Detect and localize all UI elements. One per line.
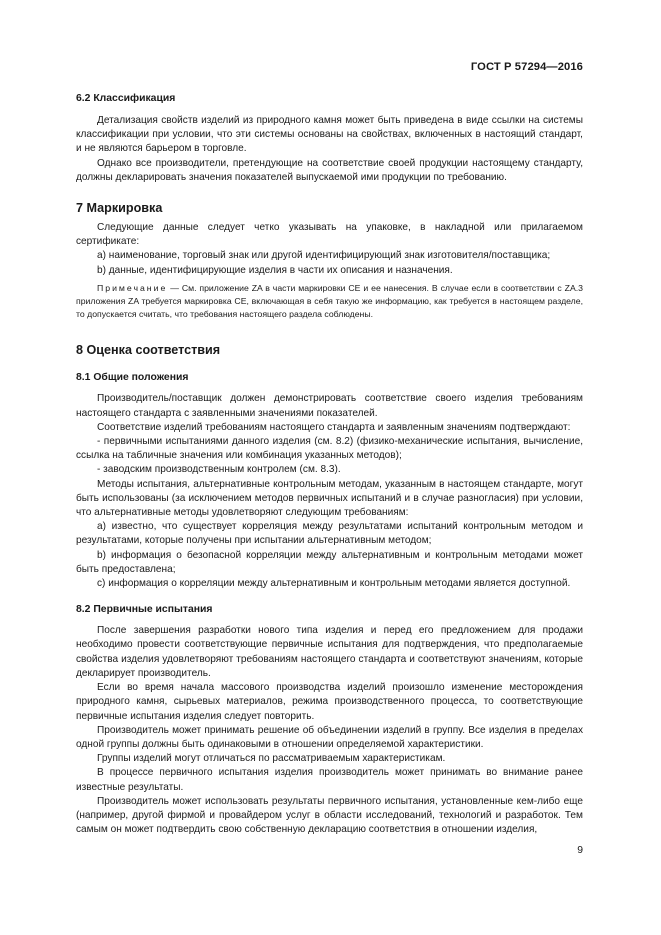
- section-8-1-dash-item: - заводским производственным контролем (см. 8.3).: [97, 464, 341, 476]
- section-8-2-paragraph: Группы изделий могут отличаться по рассматриваемым характеристикам.: [97, 753, 446, 765]
- section-8-2-paragraph: Производитель может принимать решение об объединении изделий в группу. Все изделия в пределах одной группы должны быть одинаковыми в отношении определяемой характеристики.: [76, 724, 583, 750]
- document-header: ГОСТ Р 57294—2016: [470, 61, 583, 73]
- section-8-1-title: 8.1 Общие положения: [76, 372, 189, 384]
- section-7-paragraph: Следующие данные следует четко указывать на упаковке, в накладной или прилагаемом сертификате:: [76, 222, 583, 248]
- section-8-2-paragraph: После завершения разработки нового типа изделия и перед его предложением для продажи необходимо провести соответствующие первичные испытания для подтверждения, что предполагаемые свойства изделия удовлетворяют требованиям настоящего стандарта и соответствуют значениям, которые декларирует производитель.: [76, 625, 583, 679]
- section-8-1-paragraph: Производитель/поставщик должен демонстрировать соответствие своего изделия требованиям настоящего стандарта с заявленными значениями показателей.: [76, 393, 583, 419]
- page-number: 9: [577, 845, 583, 856]
- section-7-list-item: а) наименование, торговый знак или другой идентифицирующий знак изготовителя/поставщика;: [97, 250, 551, 262]
- section-7-title: 7 Маркировка: [76, 201, 163, 216]
- section-8-2-paragraph: В процессе первичного испытания изделия производитель может принимать во внимание ранее известные результаты.: [76, 767, 583, 793]
- document-page: [76, 0, 583, 935]
- section-7-list-item: b) данные, идентифицирующие изделия в части их описания и назначения.: [97, 264, 453, 276]
- section-8-1-paragraph: Соответствие изделий требованиям настоящего стандарта и заявленным значениям подтверждают:: [97, 421, 571, 433]
- section-8-2-paragraph: Если во время начала массового производства изделий произошло изменение месторождения природного камня, сырьевых материалов, режима производственного процесса, то соответствующие первичные испытания изделия следует повторить.: [76, 682, 583, 722]
- section-6-2-title: 6.2 Классификация: [76, 93, 176, 104]
- section-8-1-paragraph: Методы испытания, альтернативные контрольным методам, указанным в настоящем стандарте, могут быть использованы (за исключением методов первичных испытаний и в случае разногласия) при условии, что альтернативные методы удовлетворяют следующим требованиям:: [76, 478, 583, 519]
- section-6-2-paragraph: Однако все производители, претендующие на соответствие своей продукции настоящему стандарту, должны декларировать значения показателей выпускаемой ими продукции по требованию.: [76, 157, 583, 183]
- note-label: Примечание: [97, 282, 168, 293]
- section-6-2-paragraph: Детализация свойств изделий из природного камня может быть приведена в виде ссылки на системы классификации при условии, что эти системы основаны на свойствах, включенных в настоящий стандарт, и не являются барьером в торговле.: [76, 115, 583, 155]
- section-7-note: [76, 282, 583, 322]
- section-8-1-list-item: а) известно, что существует корреляция между результатами испытаний контрольным методом и результатами, которые получены при испытании альтернативным методом;: [76, 521, 583, 547]
- section-8-1-dash-item: - первичными испытаниями данного изделия (см. 8.2) (физико-механические испытания, вычисление, ссылка на табличные значения или комбинация указанных методов);: [76, 436, 583, 462]
- section-8-1-list-item: с) информация о корреляции между альтернативным и контрольным методами является доступной.: [97, 578, 571, 590]
- section-8-2-title: 8.2 Первичные испытания: [76, 604, 213, 616]
- section-8-title: 8 Оценка соответствия: [76, 343, 221, 358]
- document-body: [76, 92, 583, 837]
- section-8-1-list-item: b) информация о безопасной корреляции между альтернативным и контрольным методами может быть предоставлена;: [76, 549, 583, 575]
- note-text: — См. приложение ZA в части маркировки CE и ее нанесения. В случае если в соответствии с ZA.3 приложения ZA требуется маркировка CE, включающая в себя такую же информацию, как требуется в настоящем разделе, то допускается считать, что требования настоящего раздела соблюдены.: [76, 282, 583, 320]
- section-8-2-paragraph: Производитель может использовать результаты первичного испытания, установленные кем-либо еще (например, другой фирмой и провайдером услуг в области исследований, технологий и разработок. Тем самым он может подтвердить свою собственную декларацию соответствия в отношении изделия,: [76, 795, 583, 836]
